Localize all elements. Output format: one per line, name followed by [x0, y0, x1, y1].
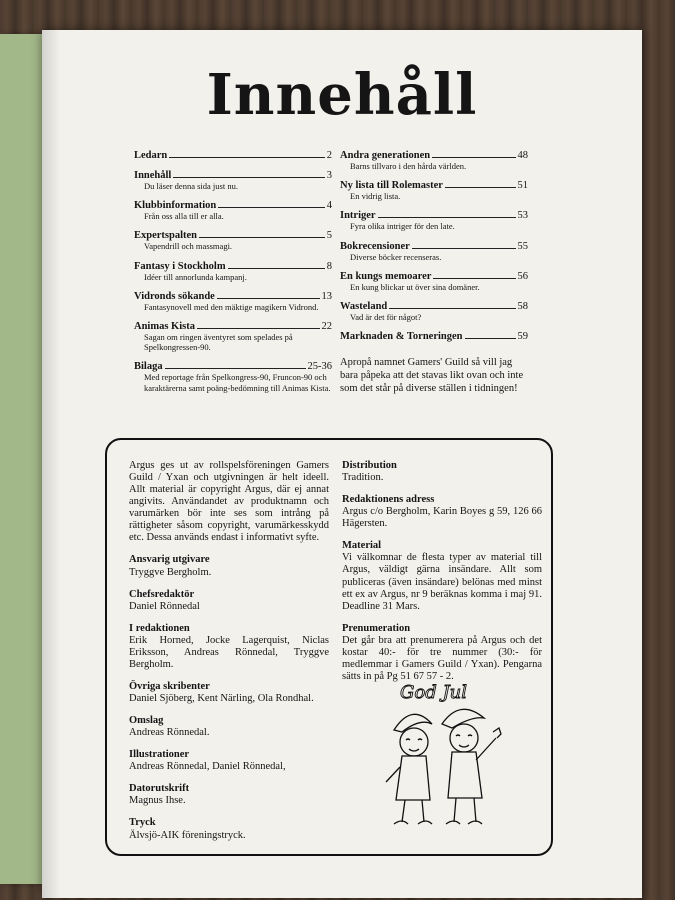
- colophon-section: [129, 623, 329, 671]
- toc-entry-head: [340, 271, 528, 282]
- toc-entry-description: Idéer till annorlunda kampanj.: [144, 271, 247, 282]
- colophon-text: Magnus Ihse.: [129, 795, 186, 807]
- elf-left-figure: [386, 714, 432, 824]
- colophon-box: [105, 438, 553, 856]
- toc-entry-page: 48: [517, 150, 528, 161]
- colophon-heading: Omslag: [129, 715, 164, 727]
- toc-entry-head: [134, 261, 332, 272]
- toc-leader-line: [378, 217, 516, 218]
- toc-leader-line: [465, 338, 516, 339]
- toc-entry-description: En vidrig lista.: [350, 191, 401, 202]
- toc-right-entries: [340, 150, 528, 342]
- colophon-section: [129, 681, 329, 705]
- toc-entry-title: Ny lista till Rolemaster: [340, 180, 443, 192]
- colophon-text: Argus c/o Bergholm, Karin Boyes g 59, 126 66 Hägersten.: [342, 506, 542, 530]
- colophon-heading: Illustrationer: [129, 749, 190, 761]
- toc-entry-description: Med reportage från Spelkongress-90, Fruncon-90 och karaktärerna samt poäng-bedömning till Animas Kista.: [144, 372, 331, 393]
- colophon-section: [129, 460, 329, 544]
- toc-right-column: [340, 150, 528, 396]
- colophon-text: Älvsjö-AIK föreningstryck.: [129, 829, 246, 841]
- colophon-text: Tryggve Bergholm.: [129, 566, 212, 578]
- toc-entry-page: 22: [321, 320, 332, 332]
- god-jul-illustration: [372, 672, 512, 842]
- toc-entry-title: Expertspalten: [134, 230, 197, 242]
- toc-entry-page: 59: [517, 331, 528, 343]
- toc-entry-title: Intriger: [340, 210, 376, 222]
- toc-entry-page: 2: [326, 150, 332, 161]
- toc-entry-head: [340, 331, 528, 342]
- toc-entry: [134, 321, 332, 352]
- toc-entry-description: Barns tillvaro i den hårda världen.: [350, 161, 467, 171]
- toc-entry-head: [134, 150, 332, 161]
- toc-entry-page: 55: [517, 240, 528, 252]
- toc-entry: [340, 210, 528, 231]
- colophon-heading: Datorutskrift: [129, 783, 190, 795]
- toc-leader-line: [169, 157, 324, 158]
- toc-leader-line: [432, 157, 515, 158]
- toc-leader-line: [445, 187, 516, 188]
- colophon-right: [342, 460, 542, 693]
- toc-entry-head: [134, 230, 332, 241]
- colophon-text: Andreas Rönnedal, Daniel Rönnedal,: [129, 761, 286, 773]
- toc-entry-description: Du läser denna sida just nu.: [144, 181, 238, 191]
- toc-leader-line: [389, 308, 515, 309]
- toc-entry: [134, 261, 332, 282]
- toc-leader-line: [412, 248, 516, 249]
- toc-entry-title: Ledarn: [134, 150, 168, 161]
- toc-entry-title: Klubbinformation: [134, 200, 217, 212]
- toc-entry-head: [134, 361, 332, 372]
- toc-entry-head: [134, 291, 332, 302]
- toc-entry-description: Vapendrill och massmagi.: [144, 241, 233, 252]
- colophon-heading: Ansvarig utgivare: [129, 554, 210, 566]
- toc-entry-page: 8: [326, 260, 332, 272]
- toc-entry-title: Andra generationen: [340, 150, 431, 161]
- colophon-section: [129, 817, 329, 841]
- toc-left-column: [134, 150, 332, 402]
- toc-entry-title: Wasteland: [340, 300, 388, 312]
- colophon-text: Vi välkomnar de flesta typer av material till Argus, väldigt gärna insändare. Allt som publiceras (även insändare) belönas med minst ett ex av Argus, nr 9 beräknas komma i maj 91. Deadline 31 Mars.: [342, 552, 542, 612]
- colophon-section: [129, 715, 329, 739]
- toc-entry-page: 4: [326, 200, 332, 212]
- toc-entry-head: [340, 210, 528, 221]
- toc-entry-description: En kung blickar ut över sina domäner.: [350, 281, 480, 292]
- colophon-section: [342, 540, 542, 612]
- toc-leader-line: [218, 207, 324, 208]
- colophon-section: [129, 589, 329, 613]
- toc-entry: [340, 180, 528, 201]
- colophon-section: [129, 749, 329, 773]
- toc-entry-page: 5: [326, 230, 332, 242]
- toc-entry-head: [340, 150, 528, 161]
- colophon-text: Andreas Rönnedal.: [129, 727, 210, 739]
- toc-leader-line: [217, 298, 320, 299]
- toc-entry-page: 3: [326, 170, 332, 181]
- page-title: Innehåll: [206, 62, 478, 128]
- toc-entry: [340, 271, 528, 292]
- toc-entry-description: Fyra olika intriger för den late.: [350, 221, 455, 232]
- toc-entry: [134, 150, 332, 161]
- toc-leader-line: [173, 177, 324, 178]
- toc-entry-head: [340, 301, 528, 312]
- toc-entry-page: 53: [517, 210, 528, 222]
- colophon-heading: Tryck: [129, 817, 156, 829]
- god-jul-caption: God Jul: [400, 682, 468, 703]
- toc-entry: [134, 361, 332, 392]
- colophon-text: Argus ges ut av rollspelsföreningen Gamers Guild / Yxan och utgivningen är helt ideell. Allt material är copyright Argus, där ej annat angivits. Användandet av produktnamn och varumärken bör inte ses som intrång på rättigheter såsom copyright, varumärkesskydd etc. Dessa används endast i informativt syfte.: [129, 460, 329, 544]
- toc-entry-head: [340, 241, 528, 252]
- toc-entry-title: Vidronds sökande: [134, 290, 215, 302]
- toc-entry-description: Fantasynovell med den mäktige magikern Vidrond.: [144, 301, 319, 312]
- colophon-section: [129, 783, 329, 807]
- toc-entry-title: Animas Kista: [134, 320, 195, 332]
- elf-right-figure: [442, 709, 501, 824]
- toc-entry: [134, 230, 332, 251]
- toc-leader-line: [433, 278, 515, 279]
- toc-entry-page: 51: [517, 180, 528, 192]
- colophon-text: Erik Horned, Jocke Lagerquist, Niclas Eriksson, Andreas Rönnedal, Tryggve Bergholm.: [129, 634, 329, 670]
- toc-leader-line: [197, 328, 320, 329]
- toc-entry: [134, 170, 332, 191]
- toc-entry-title: Fantasy i Stockholm: [134, 260, 226, 272]
- colophon-text: Tradition.: [342, 472, 384, 484]
- colophon-text: Daniel Rönnedal: [129, 600, 200, 612]
- toc-entry-title: En kungs memoarer: [340, 270, 432, 282]
- toc-entry: [134, 291, 332, 312]
- colophon-heading: I redaktionen: [129, 622, 190, 634]
- toc-leader-line: [165, 368, 306, 369]
- toc-entry-page: 58: [517, 300, 528, 312]
- colophon-heading: Material: [342, 540, 382, 552]
- toc-entry-head: [134, 321, 332, 332]
- colophon-text: Daniel Sjöberg, Kent Närling, Ola Rondhal.: [129, 693, 314, 704]
- toc-leader-line: [199, 237, 325, 238]
- colophon-section: [342, 494, 542, 530]
- toc-entry-description: Diverse böcker recenseras.: [350, 251, 442, 262]
- toc-entry-description: Sagan om ringen äventyret som spelades på Spelkongressen-90.: [144, 331, 293, 353]
- colophon-heading: Övriga skribenter: [129, 680, 210, 692]
- toc-entry: [340, 301, 528, 322]
- toc-leader-line: [228, 268, 325, 269]
- toc-entry-description: Vad är det för något?: [350, 311, 422, 322]
- toc-entry: [340, 150, 528, 171]
- toc-entry-title: Bilaga: [134, 361, 163, 373]
- toc-entry-title: Marknaden & Torneringen: [340, 331, 463, 343]
- toc-entry-page: 56: [517, 270, 528, 282]
- green-cover-edge: [0, 34, 48, 884]
- toc-entry-head: [340, 180, 528, 191]
- colophon-section: [342, 460, 542, 484]
- toc-entry-head: [134, 170, 332, 181]
- toc-entry-title: Bokrecensioner: [340, 240, 410, 252]
- colophon-heading: Distribution: [342, 460, 397, 471]
- toc-entry-head: [134, 200, 332, 211]
- colophon-heading: Prenumeration: [342, 622, 411, 634]
- guild-name-note: Apropå namnet Gamers' Guild så vill jag bara påpeka att det stavas likt ovan och inte som det står på diverse ställen i tidningen!: [340, 357, 524, 395]
- toc-entry-page: 25-36: [307, 361, 332, 373]
- toc-entry-title: Innehåll: [134, 170, 172, 181]
- toc-entry: [340, 241, 528, 262]
- colophon-left: [129, 460, 329, 852]
- magazine-page: [42, 30, 642, 898]
- colophon-section: [129, 554, 329, 578]
- colophon-heading: Chefsredaktör: [129, 588, 195, 600]
- colophon-heading: Redaktionens adress: [342, 494, 435, 506]
- colophon-text: Det går bra att prenumerera på Argus och det kostar 40:- för tre nummer (30:- för medlemmar i Gamers Guild / Yxan). Pengarna sätts in på Pg 51 67 57 - 2.: [342, 634, 542, 682]
- toc-entry-description: Från oss alla till er alla.: [144, 211, 224, 222]
- toc-entry: [340, 331, 528, 342]
- toc-entry-page: 13: [321, 290, 332, 302]
- toc-entry: [134, 200, 332, 221]
